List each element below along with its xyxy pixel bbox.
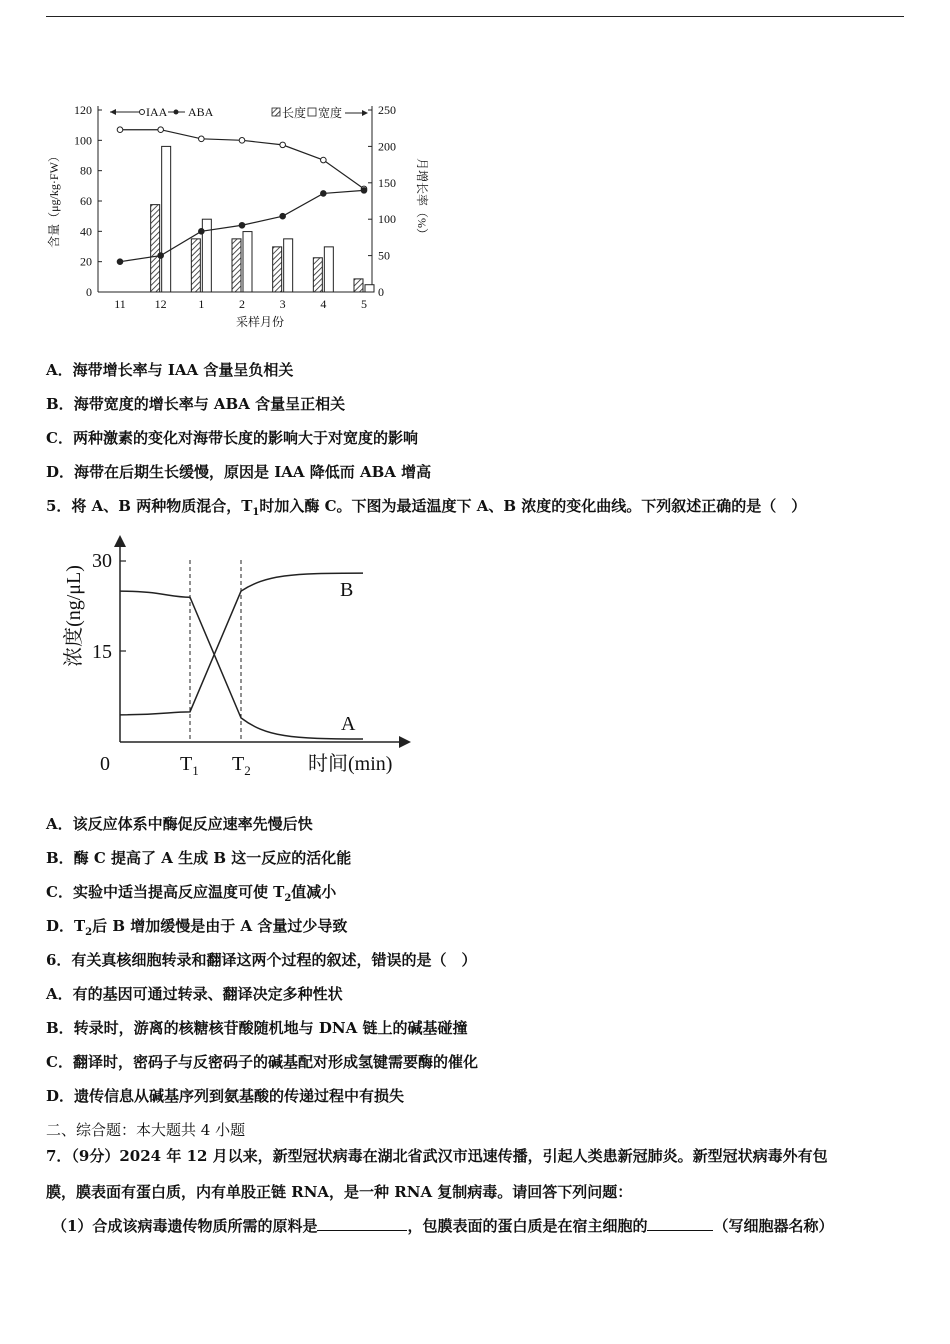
q5-stem: 5．将 A、B 两种物质混合，$T_1$时加入酶 C。下图为最适温度下 A、B 浓度的变化曲线。下列叙述正确的是（ ）	[46, 497, 807, 518]
left-tick-label: 0	[86, 285, 92, 299]
q6-option-a: A．有的基因可通过转录、翻译决定多种性状	[46, 985, 343, 1003]
right-tick-label: 0	[378, 285, 384, 299]
category-label: 3	[279, 297, 286, 311]
t1-label: $T_1$	[180, 753, 199, 778]
right-tick-label: 50	[378, 248, 390, 263]
length-bar	[354, 279, 363, 292]
q4-option-c: C．两种激素的变化对海带长度的影响大于对宽度的影响	[46, 429, 418, 447]
length-bar	[151, 205, 160, 292]
q4-option-a: A．海带增长率与 IAA 含量呈负相关	[46, 361, 294, 379]
q7-line1: 7．（9分）2024 年 12 月以来，新型冠状病毒在湖北省武汉市迅速传播，引起人类患新冠肺炎。新型冠状病毒外有包	[46, 1147, 828, 1165]
aba-point	[361, 188, 367, 194]
answer-blank-1[interactable]	[317, 1216, 407, 1231]
left-tick-label: 60	[80, 194, 92, 208]
enzyme-concentration-chart	[58, 530, 428, 790]
t2-label: $T_2$	[232, 753, 251, 778]
answer-blank-2[interactable]	[647, 1216, 713, 1231]
iaa-point	[158, 127, 164, 133]
q5-option-d: D．$T_2$后 B 增加缓慢是由于 A 含量过少导致	[46, 917, 348, 938]
category-label: 12	[154, 297, 167, 311]
q7-sub1: （1）合成该病毒遗传物质所需的原料是 ，包膜表面的蛋白质是在宿主细胞的 （写细胞器名称）	[52, 1217, 834, 1235]
aba-point	[199, 229, 205, 235]
header-rule	[46, 16, 904, 17]
arrow-left-icon	[110, 109, 116, 115]
aba-point	[117, 259, 123, 265]
category-label: 2	[239, 297, 245, 311]
legend-aba: ABA	[188, 105, 214, 119]
width-bar	[284, 239, 293, 292]
length-bar	[313, 258, 322, 292]
q7-line2: 膜，膜表面有蛋白质，内有单股正链 RNA，是一种 RNA 复制病毒。请回答下列问题：	[46, 1183, 633, 1201]
right-tick-label: 100	[378, 212, 396, 227]
width-bar	[243, 232, 252, 292]
right-tick-label: 150	[378, 175, 396, 190]
y-axis-left-label: 含量（μg/kg·FW）	[47, 150, 61, 248]
y-tick-15: 15	[92, 641, 112, 663]
category-label: 11	[114, 297, 126, 311]
legend-width: 宽度	[318, 106, 343, 120]
legend-left	[110, 105, 214, 119]
left-tick-label: 80	[80, 163, 92, 178]
open-marker-icon	[140, 110, 145, 115]
left-tick-label: 20	[80, 254, 92, 269]
hatched-swatch-icon	[272, 108, 280, 116]
left-tick-label: 40	[80, 224, 92, 239]
arrow-right-icon	[362, 110, 368, 116]
q5-option-a: A．该反应体系中酶促反应速率先慢后快	[46, 815, 313, 833]
curve-b-label: B	[340, 579, 354, 601]
length-bar	[232, 239, 241, 292]
left-tick-label: 120	[74, 103, 92, 117]
category-label: 1	[198, 297, 205, 311]
section-heading: 二、综合题：本大题共 4 小题	[46, 1121, 246, 1139]
y-tick-30: 30	[92, 550, 112, 572]
left-tick-label: 100	[74, 133, 92, 148]
x-axis-label: 采样月份	[235, 315, 285, 329]
iaa-point	[321, 157, 327, 163]
legend-length: 长度	[282, 106, 307, 120]
right-tick-label: 200	[378, 139, 396, 154]
iaa-point	[117, 127, 123, 133]
right-tick-label: 250	[378, 103, 396, 117]
length-bar	[191, 239, 200, 292]
q6-stem: 6．有关真核细胞转录和翻译这两个过程的叙述，错误的是（ ）	[46, 951, 477, 969]
aba-point	[239, 222, 245, 228]
y-axis-right-label: 月增长率（%）	[415, 158, 429, 240]
width-bar	[162, 146, 171, 292]
x-axis-label: 时间(min)	[308, 753, 393, 775]
aba-point	[321, 191, 327, 197]
filled-marker-icon	[174, 110, 179, 115]
legend-right	[272, 105, 368, 120]
category-label: 5	[361, 297, 367, 311]
category-label: 4	[320, 297, 327, 311]
iaa-point	[239, 138, 245, 144]
curve-a-label: A	[341, 713, 356, 735]
q6-option-d: D．遗传信息从碱基序列到氨基酸的传递过程中有损失	[46, 1087, 405, 1105]
q5-option-c: C．实验中适当提高反应温度可使 $T_2$值减小	[46, 883, 337, 904]
hormone-growth-chart	[40, 96, 440, 336]
open-swatch-icon	[308, 108, 316, 116]
length-bar	[273, 247, 282, 292]
width-bar	[324, 247, 333, 292]
q4-option-b: B．海带宽度的增长率与 ABA 含量呈正相关	[46, 395, 346, 413]
q6-option-b: B．转录时，游离的核糖核苷酸随机地与 DNA 链上的碱基碰撞	[46, 1019, 468, 1037]
iaa-point	[199, 136, 205, 142]
origin-label: 0	[100, 753, 110, 775]
aba-point	[158, 253, 164, 259]
q6-option-c: C．翻译时，密码子与反密码子的碱基配对形成氢键需要酶的催化	[46, 1053, 478, 1071]
iaa-point	[280, 142, 286, 148]
width-bar	[365, 285, 374, 292]
legend-iaa: IAA	[146, 105, 168, 119]
aba-point	[280, 213, 286, 219]
q5-option-b: B．酶 C 提高了 A 生成 B 这一反应的活化能	[46, 849, 352, 867]
q4-option-d: D．海带在后期生长缓慢，原因是 IAA 降低而 ABA 增高	[46, 463, 432, 481]
y-axis-label: 浓度(ng/μL)	[63, 565, 85, 667]
